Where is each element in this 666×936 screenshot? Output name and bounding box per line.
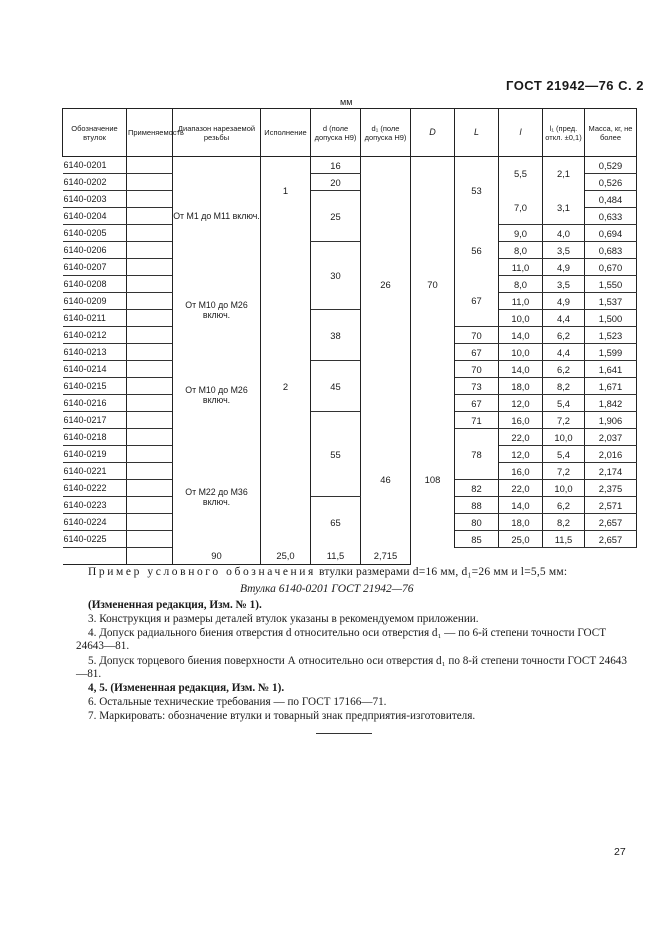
L-cell: 70 [455, 327, 499, 344]
L-cell: 78 [455, 429, 499, 480]
L-cell: 67 [455, 276, 499, 327]
mass-cell: 1,523 [585, 327, 637, 344]
mass-cell: 2,037 [585, 429, 637, 446]
mass-cell: 2,715 [361, 548, 411, 565]
l-cell: 12,0 [499, 395, 543, 412]
applicability-cell [127, 191, 173, 208]
example-designation: Втулка 6140-0201 ГОСТ 21942—76 [240, 583, 414, 595]
mass-cell: 0,484 [585, 191, 637, 208]
applicability-cell [127, 225, 173, 242]
code-cell: 6140-0205 [63, 225, 127, 242]
mass-cell: 1,550 [585, 276, 637, 293]
table-row [63, 157, 637, 174]
mass-cell: 2,571 [585, 497, 637, 514]
l-cell: 14,0 [499, 327, 543, 344]
applicability-cell [127, 514, 173, 531]
code-cell: 6140-0223 [63, 497, 127, 514]
l-cell: 16,0 [499, 412, 543, 429]
l1-cell: 7,2 [543, 463, 585, 480]
range-cell: От М10 до М26 включ. [173, 276, 261, 344]
example-rest: втулки размерами d=16 мм, d₁=26 мм и l=5,5 мм: [315, 566, 568, 578]
table-row [63, 548, 637, 565]
l-cell: 10,0 [499, 344, 543, 361]
table-row [63, 191, 637, 208]
example-lead: Пример условного обозначения [88, 566, 316, 578]
page-number: 27 [614, 846, 626, 858]
applicability-cell [127, 361, 173, 378]
l1-cell: 4,9 [543, 293, 585, 310]
l1-cell: 5,4 [543, 446, 585, 463]
applicability-cell [127, 446, 173, 463]
code-cell: 6140-0221 [63, 463, 127, 480]
designation-example [88, 566, 648, 578]
code-cell: 6140-0217 [63, 412, 127, 429]
mass-cell: 2,657 [585, 514, 637, 531]
applicability-cell [127, 480, 173, 497]
d-cell: 55 [311, 412, 361, 497]
l-cell: 25,0 [261, 548, 311, 565]
code-cell: 6140-0207 [63, 259, 127, 276]
note-revision: (Измененная редакция, Изм. № 1). [88, 599, 262, 611]
mass-cell: 1,537 [585, 293, 637, 310]
l-cell: 7,0 [499, 191, 543, 225]
mass-cell: 1,599 [585, 344, 637, 361]
l1-cell: 10,0 [543, 480, 585, 497]
header-thread-range: Диапазон нарезаемой резьбы [173, 109, 261, 157]
d1-cell: 26 [361, 157, 411, 412]
d-cell: 38 [311, 310, 361, 361]
code-cell: 6140-0224 [63, 514, 127, 531]
note-revision-2: 4, 5. (Измененная редакция, Изм. № 1). [88, 682, 285, 694]
code-cell: 6140-0203 [63, 191, 127, 208]
range-cell: От М10 до М26 включ. [173, 344, 261, 446]
D-cell: 108 [411, 412, 455, 548]
mass-cell: 0,694 [585, 225, 637, 242]
applicability-cell [127, 310, 173, 327]
applicability-cell [127, 157, 173, 174]
mass-cell: 2,174 [585, 463, 637, 480]
L-cell: 67 [455, 344, 499, 361]
applicability-cell [127, 344, 173, 361]
l-cell: 8,0 [499, 276, 543, 293]
l1-cell: 2,1 [543, 157, 585, 191]
l-cell: 10,0 [499, 310, 543, 327]
header-l: l [499, 109, 543, 157]
mass-cell: 2,375 [585, 480, 637, 497]
code-cell: 6140-0216 [63, 395, 127, 412]
header-execution: Исполнение [261, 109, 311, 157]
L-cell: 67 [455, 395, 499, 412]
L-cell: 88 [455, 497, 499, 514]
L-cell: 53 [455, 157, 499, 225]
applicability-cell [127, 497, 173, 514]
d-cell: 25 [311, 191, 361, 242]
applicability-cell [127, 463, 173, 480]
d-cell: 20 [311, 174, 361, 191]
mass-cell: 0,526 [585, 174, 637, 191]
header-designation: Обозначение втулок [63, 109, 127, 157]
mass-cell: 2,657 [585, 531, 637, 548]
d1-cell: 46 [361, 412, 411, 548]
l1-cell: 8,2 [543, 514, 585, 531]
mass-cell: 0,670 [585, 259, 637, 276]
l-cell: 8,0 [499, 242, 543, 259]
l1-cell: 8,2 [543, 378, 585, 395]
l1-cell: 7,2 [543, 412, 585, 429]
code-cell: 6140-0206 [63, 242, 127, 259]
applicability-cell [127, 548, 173, 565]
L-cell: 90 [173, 548, 261, 565]
l-cell: 9,0 [499, 225, 543, 242]
code-cell: 6140-0213 [63, 344, 127, 361]
table-row [63, 310, 637, 327]
note-7: 7. Маркировать: обозначение втулки и товарный знак предприятия-изготовителя. [88, 710, 476, 722]
l1-cell: 3,1 [543, 191, 585, 225]
l1-cell: 4,4 [543, 344, 585, 361]
code-cell: 6140-0219 [63, 446, 127, 463]
l-cell: 14,0 [499, 361, 543, 378]
d-cell: 45 [311, 361, 361, 412]
l-cell: 5,5 [499, 157, 543, 191]
header-applicability: Применяемость [127, 109, 173, 157]
table-header-row [63, 109, 637, 157]
mass-cell: 1,842 [585, 395, 637, 412]
applicability-cell [127, 531, 173, 548]
l-cell: 22,0 [499, 429, 543, 446]
code-cell: 6140-0204 [63, 208, 127, 225]
header-D: D [411, 109, 455, 157]
note-4: 4. Допуск радиального биения отверстия d относительно оси отверстия d₁ — по 6-й степени точности ГОСТ 24643—81. [76, 627, 607, 652]
page-header: ГОСТ 21942—76 С. 2 [506, 78, 644, 93]
l1-cell: 4,4 [543, 310, 585, 327]
l-cell: 11,0 [499, 293, 543, 310]
applicability-cell [127, 412, 173, 429]
l-cell: 14,0 [499, 497, 543, 514]
l1-cell: 4,0 [543, 225, 585, 242]
l1-cell: 3,5 [543, 242, 585, 259]
table-row [63, 242, 637, 259]
code-cell: 6140-0222 [63, 480, 127, 497]
L-cell: 73 [455, 378, 499, 395]
L-cell: 56 [455, 225, 499, 276]
code-cell: 6140-0225 [63, 531, 127, 548]
execution-cell: 1 [261, 157, 311, 225]
l1-cell: 10,0 [543, 429, 585, 446]
code-cell: 6140-0218 [63, 429, 127, 446]
L-cell: 70 [455, 361, 499, 378]
l-cell: 12,0 [499, 446, 543, 463]
code-cell: 6140-0208 [63, 276, 127, 293]
header-d: d (поле допуска H9) [311, 109, 361, 157]
note-5: 5. Допуск торцевого биения поверхности А относительно оси отверстия d₁ по 8-й степени точности ГОСТ 24643—81. [76, 655, 627, 680]
mass-cell: 2,016 [585, 446, 637, 463]
header-l1: l₁ (пред. откл. ±0,1) [543, 109, 585, 157]
l-cell: 18,0 [499, 514, 543, 531]
divider [316, 733, 372, 734]
mass-cell: 1,906 [585, 412, 637, 429]
code-cell: 6140-0201 [63, 157, 127, 174]
code-cell: 6140-0215 [63, 378, 127, 395]
table-row [63, 361, 637, 378]
applicability-cell [127, 208, 173, 225]
range-cell: От М1 до М11 включ. [173, 157, 261, 276]
header-d1: d₁ (поле допуска H9) [361, 109, 411, 157]
applicability-cell [127, 378, 173, 395]
l1-cell: 4,9 [543, 259, 585, 276]
mass-cell: 1,641 [585, 361, 637, 378]
L-cell: 80 [455, 514, 499, 531]
header-mass: Масса, кг, не более [585, 109, 637, 157]
header-L: L [455, 109, 499, 157]
l-cell: 11,0 [499, 259, 543, 276]
execution-cell: 2 [261, 225, 311, 548]
range-cell: От М22 до М36 включ. [173, 446, 261, 548]
mass-cell: 1,500 [585, 310, 637, 327]
code-cell: 6140-0214 [63, 361, 127, 378]
l1-cell: 11,5 [311, 548, 361, 565]
l-cell: 18,0 [499, 378, 543, 395]
mass-cell: 0,683 [585, 242, 637, 259]
applicability-cell [127, 276, 173, 293]
l1-cell: 6,2 [543, 497, 585, 514]
code-cell: 6140-0202 [63, 174, 127, 191]
D-cell: 70 [411, 157, 455, 412]
applicability-cell [127, 429, 173, 446]
mass-cell: 0,633 [585, 208, 637, 225]
note-3: 3. Конструкция и размеры деталей втулок указаны в рекомендуемом приложении. [88, 613, 479, 625]
l1-cell: 3,5 [543, 276, 585, 293]
code-cell: 6140-0209 [63, 293, 127, 310]
bushings-table [62, 108, 637, 565]
note-6: 6. Остальные технические требования — по ГОСТ 17166—71. [88, 696, 387, 708]
code-cell: 6140-0212 [63, 327, 127, 344]
d-cell: 65 [311, 497, 361, 548]
L-cell: 85 [455, 531, 499, 548]
code-cell: 6140-0211 [63, 310, 127, 327]
table-row [63, 497, 637, 514]
L-cell: 82 [455, 480, 499, 497]
units-label: мм [340, 97, 353, 107]
l1-cell: 6,2 [543, 361, 585, 378]
applicability-cell [127, 242, 173, 259]
mass-cell: 1,671 [585, 378, 637, 395]
L-cell: 71 [455, 412, 499, 429]
l-cell: 22,0 [499, 480, 543, 497]
l1-cell: 6,2 [543, 327, 585, 344]
applicability-cell [127, 327, 173, 344]
d-cell: 16 [311, 157, 361, 174]
l1-cell: 11,5 [543, 531, 585, 548]
l-cell: 16,0 [499, 463, 543, 480]
applicability-cell [127, 259, 173, 276]
d-cell: 30 [311, 242, 361, 310]
mass-cell: 0,529 [585, 157, 637, 174]
applicability-cell [127, 293, 173, 310]
table-row [63, 412, 637, 429]
applicability-cell [127, 395, 173, 412]
l1-cell: 5,4 [543, 395, 585, 412]
l-cell: 25,0 [499, 531, 543, 548]
applicability-cell [127, 174, 173, 191]
